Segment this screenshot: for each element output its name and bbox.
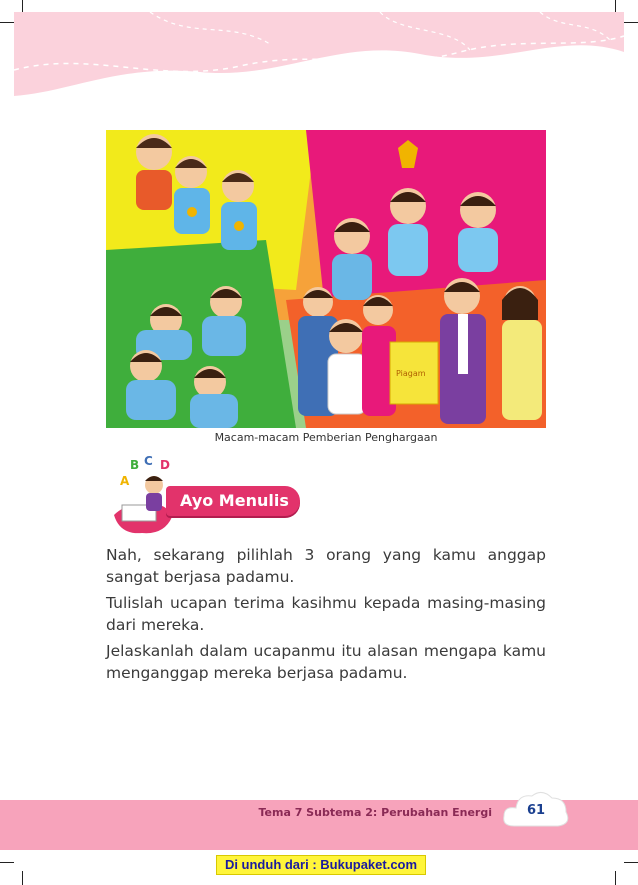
letter-a: A: [120, 474, 130, 488]
page-number: 61: [526, 803, 546, 818]
letter-c: C: [144, 455, 153, 468]
section-title: Ayo Menulis: [166, 486, 300, 516]
letter-d: D: [160, 458, 170, 472]
crop-mark: [615, 871, 616, 885]
certificate-label: Piagam: [396, 369, 426, 378]
crop-mark: [624, 862, 638, 863]
paragraph: Nah, sekarang pilihlah 3 orang yang kamu anggap sangat berjasa padamu.: [106, 546, 546, 586]
paragraph: Jelaskanlah dalam ucapanmu itu alasan mengapa kamu menganggap mereka berjasa padamu.: [106, 642, 546, 682]
download-link[interactable]: Di unduh dari : Bukupaket.com: [216, 855, 426, 875]
header-decoration: [0, 0, 638, 100]
letter-b: B: [130, 458, 140, 472]
awards-illustration: [106, 130, 546, 428]
figure-caption: Macam-macam Pemberian Penghargaan: [214, 431, 438, 444]
footer-theme: Tema 7 Subtema 2: Perubahan Energi: [258, 806, 492, 819]
crop-mark: [22, 871, 23, 885]
crop-mark: [0, 862, 14, 863]
instructions: [106, 544, 546, 688]
paragraph: Tulislah ucapan terima kasihmu kepada masing-masing dari mereka.: [106, 594, 546, 634]
